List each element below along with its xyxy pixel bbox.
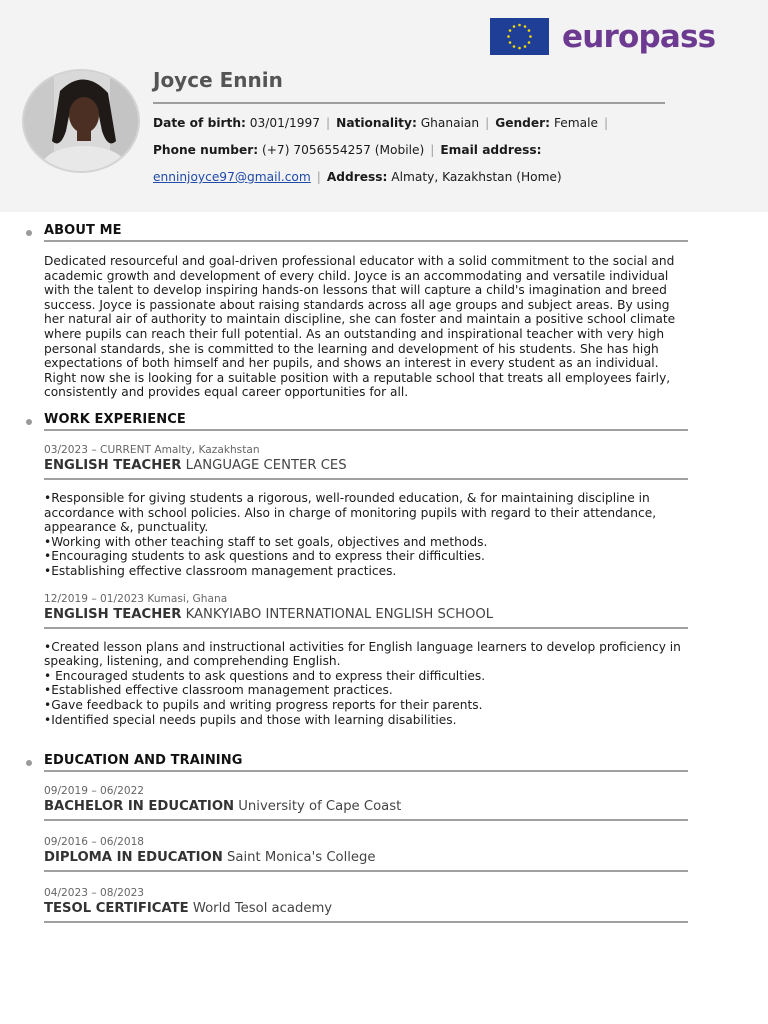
- duty-item: •Created lesson plans and instructional activities for English language learners to develop proficiency in speaking, listening, and comprehending English.: [44, 639, 681, 669]
- duty-item: •Gave feedback to pupils and writing progress reports for their parents.: [44, 697, 483, 712]
- personal-info-line-3: [153, 169, 562, 185]
- separator: |: [485, 116, 490, 130]
- personal-info-line-2: [153, 142, 542, 158]
- name-divider: [153, 102, 665, 104]
- section-bullet-icon: [26, 230, 32, 236]
- work-section: [44, 411, 688, 727]
- entry-divider: [44, 478, 688, 480]
- duty-item: • Encouraged students to ask questions and to express their difficulties.: [44, 668, 486, 683]
- education-entry: [44, 785, 688, 821]
- entry-divider: [44, 921, 688, 923]
- duty-item: •Responsible for giving students a rigorous, well-rounded education, & for maintaining discipline in accordance with school policies. Also in charge of monitoring pupils with regard to their attendance, appearance &, punctuality.: [44, 491, 657, 535]
- education-title-line: [44, 900, 688, 918]
- section-divider: [44, 429, 688, 431]
- duty-item: •Encouraging students to ask questions and to express their difficulties.: [44, 549, 485, 564]
- personal-info-line-1: [153, 115, 614, 131]
- entry-divider: [44, 627, 688, 629]
- about-section: [44, 222, 688, 400]
- entry-divider: [44, 870, 688, 872]
- cv-header: [0, 0, 768, 212]
- education-degree: DIPLOMA IN EDUCATION: [44, 850, 223, 865]
- section-divider: [44, 240, 688, 242]
- duty-item: •Establishing effective classroom management practices.: [44, 563, 397, 578]
- person-name: Joyce Ennin: [153, 68, 283, 92]
- job-title: [44, 606, 688, 624]
- job-org: KANKYIABO INTERNATIONAL ENGLISH SCHOOL: [185, 606, 494, 622]
- education-degree: BACHELOR IN EDUCATION: [44, 799, 235, 814]
- eu-flag-icon: [490, 18, 549, 55]
- education-dates: 09/2016 – 06/2018: [44, 836, 145, 848]
- education-title-line: [44, 798, 688, 816]
- education-entry: [44, 836, 688, 872]
- phone-label: Phone number:: [153, 143, 259, 157]
- job-role: ENGLISH TEACHER: [44, 458, 182, 473]
- duty-item: •Identified special needs pupils and those with learning disabilities.: [44, 712, 457, 727]
- separator: |: [604, 116, 609, 130]
- education-school: World Tesol academy: [192, 901, 333, 916]
- address-value: Almaty, Kazakhstan (Home): [391, 170, 562, 184]
- duty-item: •Established effective classroom management practices.: [44, 683, 393, 698]
- gender-label: Gender:: [495, 116, 551, 130]
- education-dates: 04/2023 – 08/2023: [44, 887, 145, 899]
- job-role: ENGLISH TEACHER: [44, 606, 182, 622]
- work-title: WORK EXPERIENCE: [44, 412, 186, 427]
- separator: |: [316, 170, 321, 184]
- gender-value: Female: [553, 116, 599, 130]
- email-label: Email address:: [440, 143, 542, 157]
- job-dates: 03/2023 – CURRENT Amalty, Kazakhstan: [44, 444, 260, 456]
- education-dates: 09/2019 – 06/2022: [44, 785, 145, 797]
- address-label: Address:: [326, 170, 388, 184]
- europass-logo: europass: [562, 19, 716, 55]
- job-duties: [44, 491, 688, 579]
- education-title-line: [44, 849, 688, 867]
- education-school: University of Cape Coast: [238, 799, 402, 814]
- duty-item: •Working with other teaching staff to set goals, objectives and methods.: [44, 534, 488, 549]
- nationality-value: Ghanaian: [420, 116, 480, 130]
- about-title: ABOUT ME: [44, 223, 122, 238]
- education-section: [44, 752, 688, 923]
- phone-value: (+7) 7056554257 (Mobile): [261, 143, 425, 157]
- dob-value: 03/01/1997: [249, 116, 321, 130]
- section-bullet-icon: [26, 760, 32, 766]
- entry-divider: [44, 819, 688, 821]
- job-title: [44, 457, 688, 475]
- job-org: LANGUAGE CENTER CES: [185, 458, 347, 473]
- education-school: Saint Monica's College: [227, 850, 376, 865]
- job-entry: [44, 593, 688, 728]
- section-bullet-icon: [26, 419, 32, 425]
- education-title: EDUCATION AND TRAINING: [44, 753, 243, 768]
- education-entry: [44, 887, 688, 923]
- dob-label: Date of birth:: [153, 116, 246, 130]
- job-duties: [44, 640, 688, 728]
- email-link[interactable]: enninjoyce97@gmail.com: [153, 170, 311, 184]
- job-entry: [44, 444, 688, 579]
- section-divider: [44, 770, 688, 772]
- education-degree: TESOL CERTIFICATE: [44, 901, 189, 916]
- about-text: Dedicated resourceful and goal-driven professional educator with a solid commitment to the social and academic growth and development of every child. Joyce is an accommodating and versatile individual with the talent to develop inspiring hands-on lessons that will capture a child's imagination and breed success. Joyce is passionate about raising standards across all age groups and subject areas. By using her natural air of authority to maintain discipline, she can foster and maintain a positive school climate where pupils can reach their full potential. As an outstanding and inspirational teacher with very high personal standards, she is committed to the learning and development of his students. She has high expectations of both himself and her pupils, and shows an interest in every student as an individual. Right now she is looking for a suitable position with a reputable school that treats all employees fairly, consistently and provides equal career opportunities for all.: [44, 254, 676, 400]
- nationality-label: Nationality:: [336, 116, 417, 130]
- separator: |: [430, 143, 435, 157]
- job-dates: 12/2019 – 01/2023 Kumasi, Ghana: [44, 592, 228, 605]
- avatar: [22, 69, 140, 173]
- separator: |: [326, 116, 331, 130]
